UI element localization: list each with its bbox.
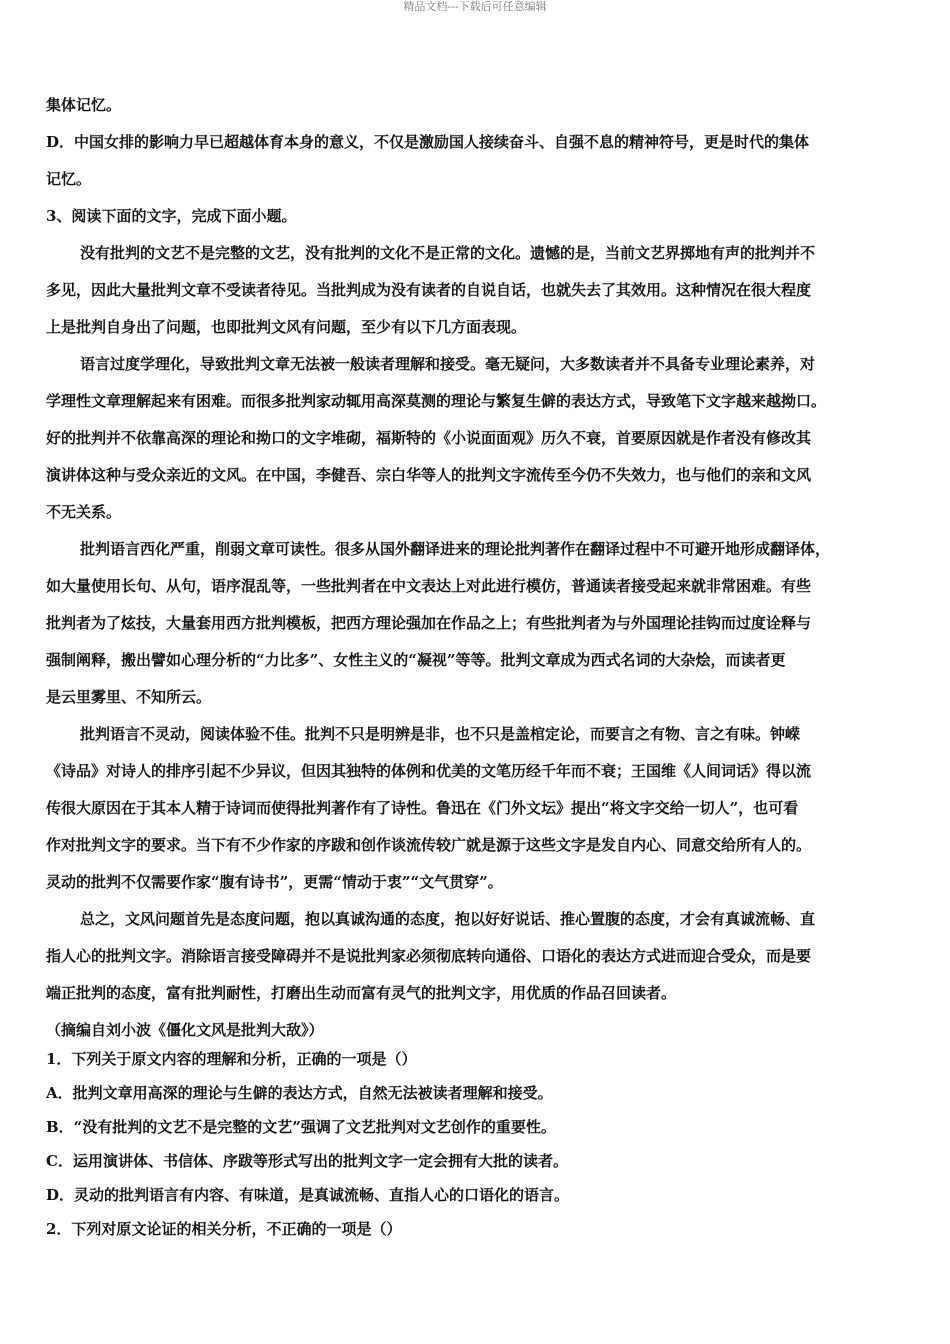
text-line: 语言过度学理化，导致批判文章无法被一般读者理解和接受。毫无疑问，大多数读者并不具备专业理论素养，对: [80, 355, 816, 373]
text-line: 指人心的批判文字。消除语言接受障碍并不是说批判家必须彻底转向通俗、口语化的表达方式进而迎合受众，而是要: [46, 947, 812, 965]
text-line: 总之，文风问题首先是态度问题，抱以真诚沟通的态度，抱以好好说话、推心置腹的态度，才会有真诚流畅、直: [80, 910, 816, 928]
text-line: 没有批判的文艺不是完整的文艺，没有批判的文化不是正常的文化。遗憾的是，当前文艺界掷地有声的批判并不: [80, 244, 816, 262]
text-line: 端正批判的态度，富有批判耐性，打磨出生动而富有灵气的批判文字，用优质的作品召回读者。: [46, 984, 677, 1002]
question-2: [46, 1220, 906, 1254]
text-line: 作对批判文字的要求。当下有不少作家的序跋和创作谈流传较广就是源于这些文字是发自内心、同意交给所有人的。: [46, 836, 812, 854]
text-line: 强制阐释，搬出譬如心理分析的“力比多”、女性主义的“凝视”等等。批判文章成为西式名词的大杂烩，而读者更: [46, 651, 786, 669]
text-line: 传很大原因在于其本人精于诗词而使得批判著作有了诗性。鲁迅在《门外文坛》提出“将文字交给一切人”，也可看: [46, 799, 799, 817]
text-line: 学理性文章理解起来有困难。而很多批判家动辄用高深莫测的理论与繁复生僻的表达方式，导致笔下文字越来越拗口。: [46, 392, 827, 410]
paragraph-1: [46, 244, 906, 355]
paragraph-2: [46, 355, 906, 540]
option-c: C．运用演讲体、书信体、序跋等形式写出的批判文字一定会拥有大批的读者。: [46, 1152, 568, 1170]
text-line: 是云里雾里、不知所云。: [46, 688, 212, 706]
page-header: 精品文档---下载后可任意编辑: [403, 0, 547, 13]
option-a: A．批判文章用高深的理论与生僻的表达方式，自然无法被读者理解和接受。: [46, 1084, 553, 1102]
question-stem: 1．下列关于原文内容的理解和分析，正确的一项是（）: [46, 1050, 417, 1068]
question-1: [46, 1050, 906, 1220]
text-line: 集体记忆。: [46, 96, 122, 114]
text-line: 灵动的批判不仅需要作家“腹有诗书”，更需“情动于衷”“文气贯穿”。: [46, 873, 503, 891]
text-line: 批判者为了炫技，大量套用西方批判模板，把西方理论强加在作品之上；有些批判者为与外国理论挂钩而过度诠释与: [46, 614, 812, 632]
text-line: 批判语言不灵动，阅读体验不佳。批判不只是明辨是非，也不只是盖棺定论，而要言之有物、言之有味。钟嵘: [80, 725, 801, 743]
article-source: （摘编自刘小波《僵化文风是批判大敌》）: [46, 1021, 324, 1039]
text-line: 演讲体这种与受众亲近的文风。在中国，李健吾、宗白华等人的批判文字流传至今仍不失效力，也与他们的亲和文风: [46, 466, 812, 484]
text-line: 如大量使用长句、从句，语序混乱等，一些批判者在中文表达上对此进行模仿，普通读者接受起来就非常困难。有些: [46, 577, 812, 595]
previous-question-tail: [46, 96, 906, 207]
text-line: 记忆。: [46, 170, 92, 188]
paragraph-3: [46, 540, 906, 725]
question-stem: 2．下列对原文论证的相关分析，不正确的一项是（）: [46, 1220, 402, 1238]
paragraph-4: [46, 725, 906, 910]
text-line: 不无关系。: [46, 503, 122, 521]
option-d: D．灵动的批判语言有内容、有味道，是真诚流畅、直指人心的口语化的语言。: [46, 1186, 570, 1204]
section-title: 3、阅读下面的文字，完成下面小题。: [46, 207, 297, 225]
option-b: B．“没有批判的文艺不是完整的文艺”强调了文艺批判对文艺创作的重要性。: [46, 1118, 556, 1136]
text-line: 多见，因此大量批判文章不受读者待见。当批判成为没有读者的自说自话，也就失去了其效用。这种情况在很大程度: [46, 281, 812, 299]
option-d: D．中国女排的影响力早已超越体育本身的意义，不仅是激励国人接续奋斗、自强不息的精神符号，更是时代的集体: [46, 133, 810, 151]
text-line: 好的批判并不依靠高深的理论和拗口的文字堆砌，福斯特的《小说面面观》历久不衰，首要原因就是作者没有修改其: [46, 429, 812, 447]
text-line: 《诗品》对诗人的排序引起不少异议，但因其独特的体例和优美的文笔历经千年而不衰；王国维《人间词话》得以流: [46, 762, 812, 780]
document-body: [46, 96, 906, 1254]
text-line: 上是批判自身出了问题，也即批判文风有问题，至少有以下几方面表现。: [46, 318, 527, 336]
paragraph-5: [46, 910, 906, 1021]
reading-passage: [46, 244, 906, 1050]
text-line: 批判语言西化严重，削弱文章可读性。很多从国外翻译进来的理论批判著作在翻译过程中不可避开地形成翻译体，: [80, 540, 831, 558]
